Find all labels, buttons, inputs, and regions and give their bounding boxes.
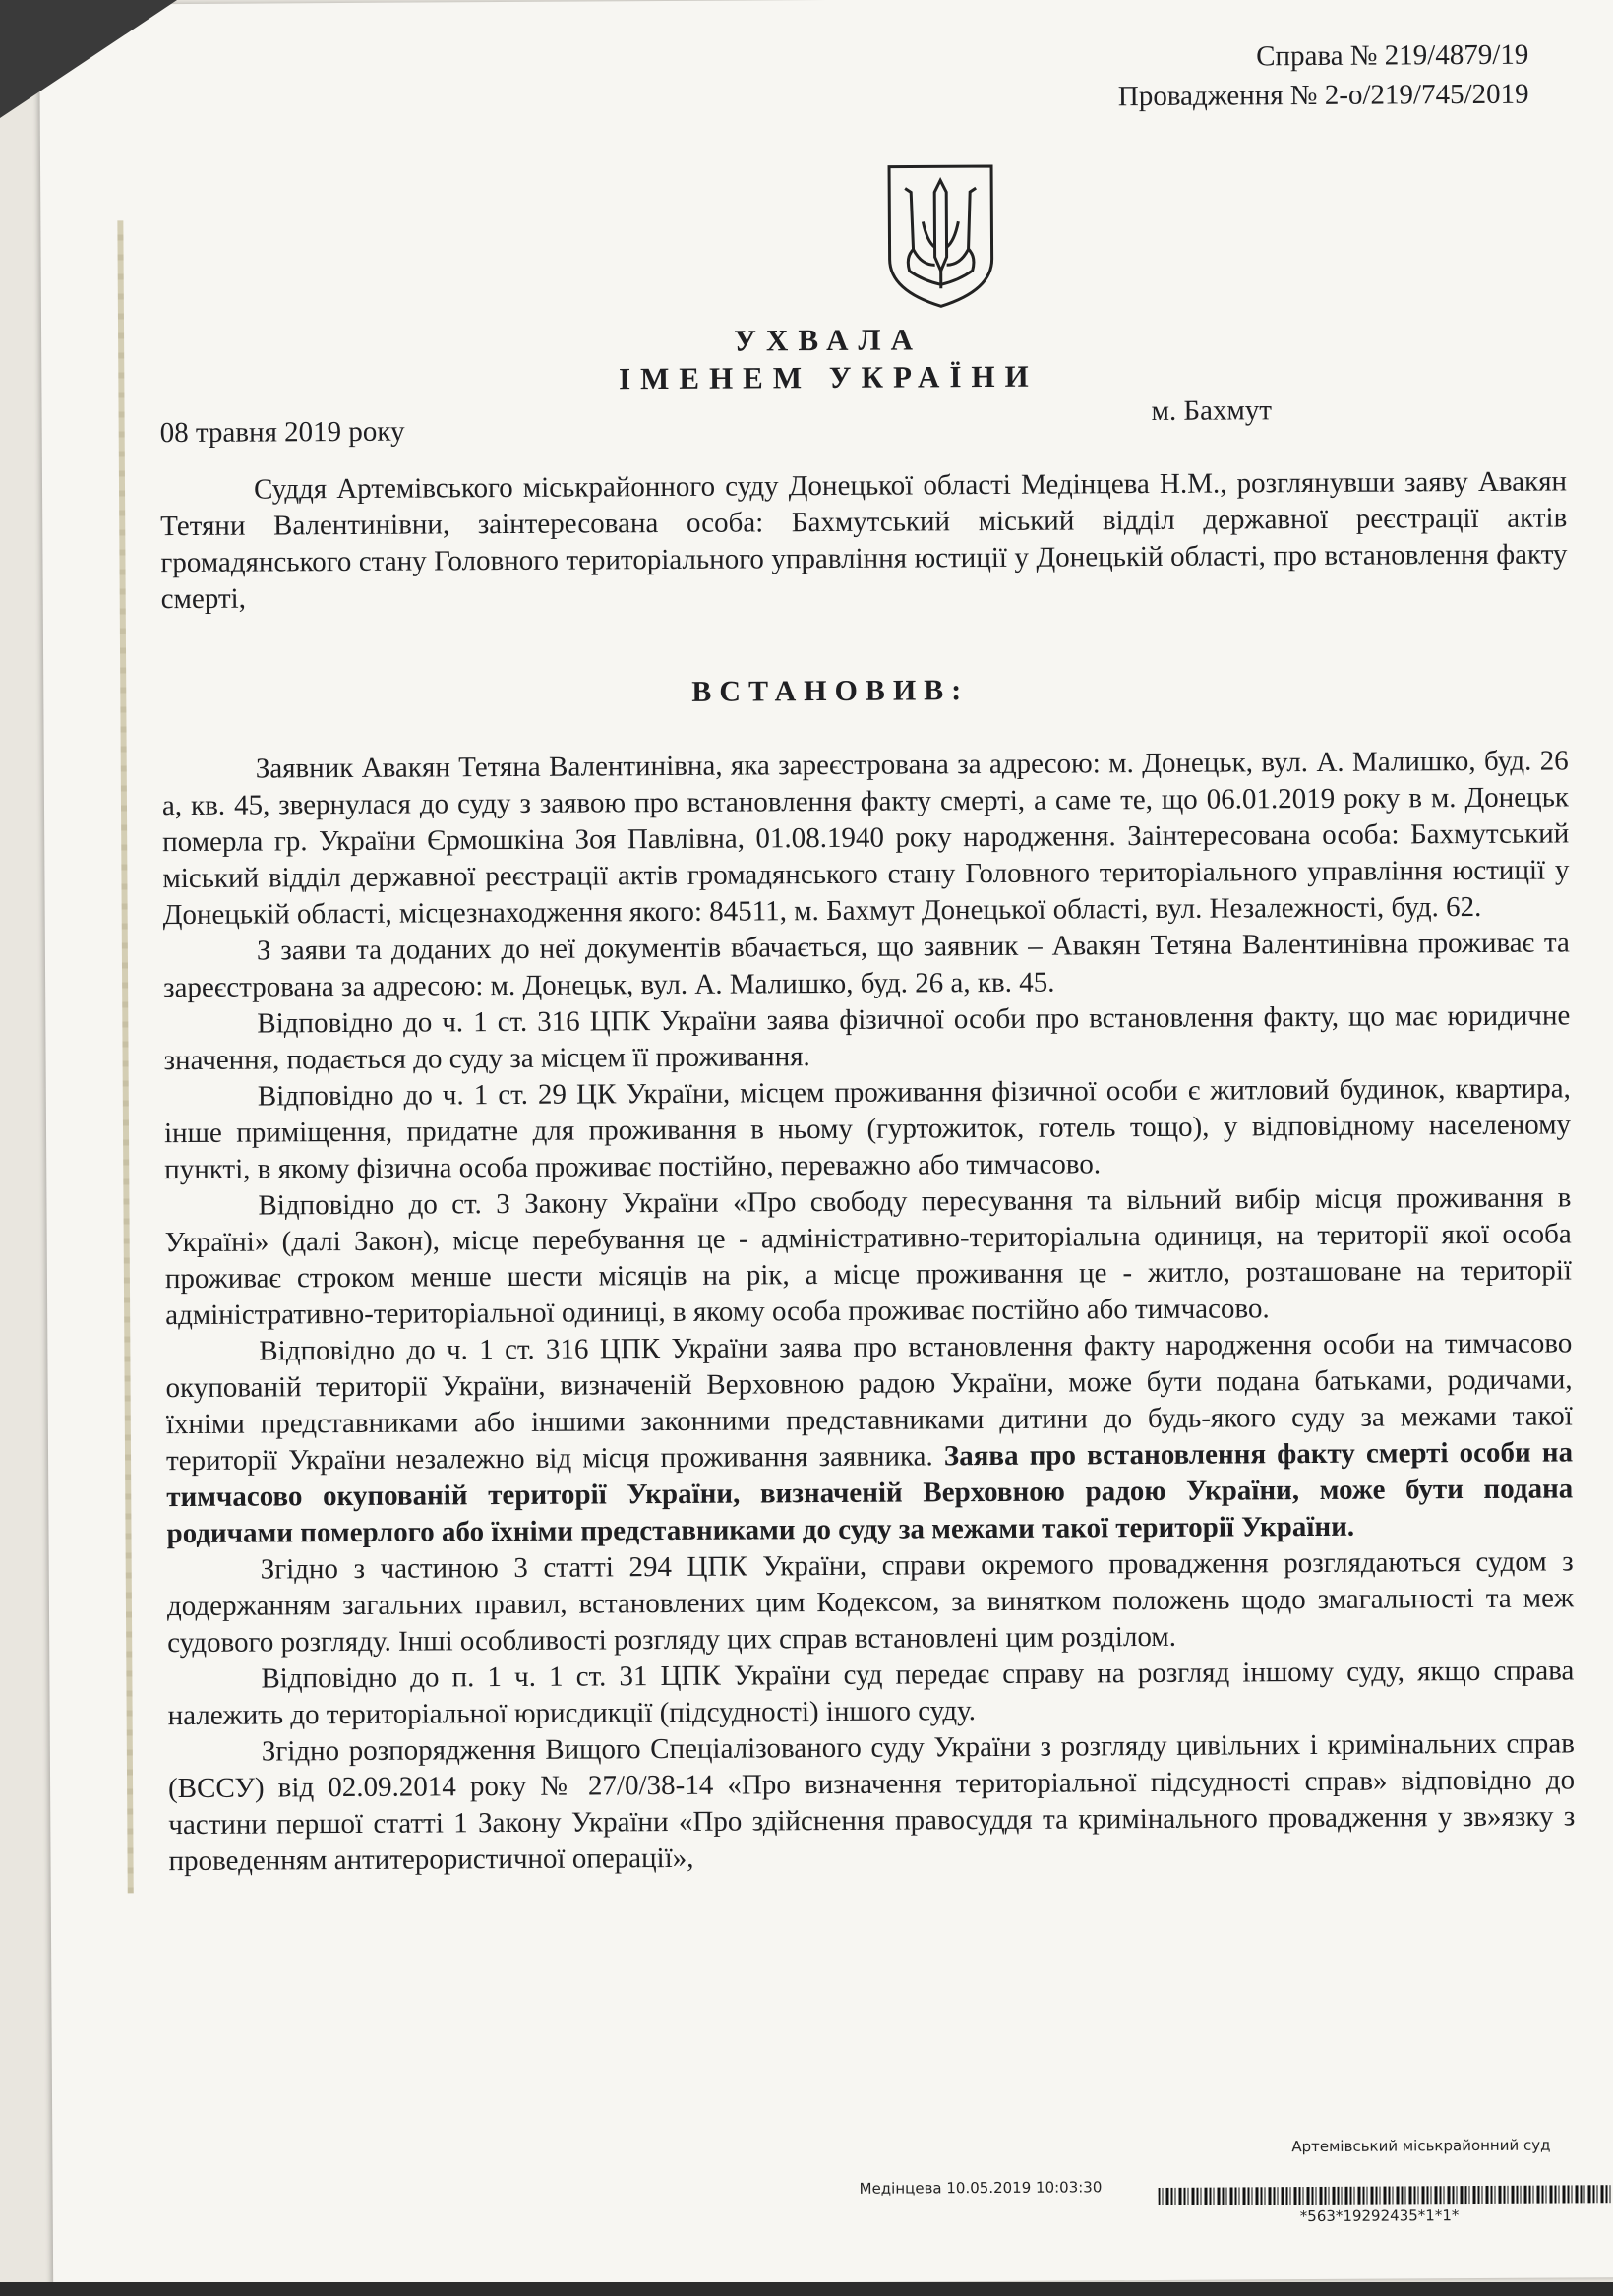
document-subtitle: ІМЕНЕМ УКРАЇНИ [618,358,1039,396]
scan-edge [0,2282,1613,2296]
document-page [39,0,1613,2287]
paragraph: З заяви та доданих до неї документів вбачається, що заявник – Авакян Тетяна Валентинівна проживає та зареєстрована за адресою: м. Донецьк, вул. А. Малишко, буд. 26 а, кв. 45. [163,927,1570,1004]
bold-emphasis: Заява про встановлення факту смерті особи на тимчасово окупованій території України, визначеній Верховною радою України, може бути подана родичами померлого або їхніми представниками до суду за межами такої території України. [166,1436,1574,1550]
court-stamp: Артемівський міськрайонний суд [1291,2136,1551,2156]
barcode [1159,2185,1613,2205]
intro-text: Суддя Артемівського міськрайонного суду Донецької області Медінцева Н.М., розглянувши заяву Авакян Тетяни Валентинівни, заінтересована особа: Бахмутський міський відділ державної реєстрації актів громадянського стану Головного територіального управління юстиції у Донецькій області, про встановлення факту смерті, [160,465,1568,616]
paragraph: Відповідно до ч. 1 ст. 316 ЦПК України заява фізичної особи про встановлення факту, що має юридичне значення, подається до суду за місцем її проживання. [163,999,1571,1077]
paragraph: Відповідно до п. 1 ч. 1 ст. 31 ЦПК України суд передає справу на розгляд іншому суду, якщо справа належить до територіальної юрисдикції (підсудності) іншого суду. [167,1655,1575,1732]
intro-paragraph [160,463,1568,618]
scan-corner-shadow [0,0,177,118]
paragraph: Відповідно до ч. 1 ст. 316 ЦПК України заява про встановлення факту народження особи на тимчасово окупованій території України, визначеній Верховною радою України, може бути подана батьками, родичами, їхніми представниками або іншими законними представниками дитини до будь-якого суду за межами такої території України незалежно від місця проживання заявника. Заява про встановлення факту смерті особи на тимчасово окупованій території України, визначеній Верховною радою України, може бути подана родичами померлого або їхніми представниками до суду за межами такої території України. [165,1327,1574,1550]
case-number: Справа № 219/4879/19 [1256,38,1529,73]
paragraph: Заявник Авакян Тетяна Валентинівна, яка зареєстрована за адресою: м. Донецьк, вул. А. Малишко, буд. 26 а, кв. 45, звернулася до суду з заявою про встановлення факту смерті, а саме те, що 06.01.2019 року в м. Донецьк померла гр. України Єрмошкіна Зоя Павлівна, 01.08.1940 року народження. Заінтересована особа: Бахмутський міський відділ державної реєстрації актів громадянського стану Головного територіального управління юстиції у Донецькій області, місцезнаходження якого: 84511, м. Бахмут Донецької області, вул. Незалежності, буд. 62. [161,745,1570,932]
document-city: м. Бахмут [1151,394,1273,427]
binding-strip [117,220,133,1893]
paragraph: Відповідно до ст. 3 Закону України «Про свободу пересування та вільний вибір місця проживання в Україні» (далі Закон), місце перебування це - адміністративно-територіальна одиниця, на території якої особа проживає строком менше шести місяців на рік, а місце проживання це - житло, розташоване на території адміністративно-територіальної одиниці, в якому особа проживає постійно або тимчасово. [164,1181,1573,1332]
barcode-number: *563*19292435*1*1* [1299,2206,1460,2226]
document-date: 08 травня 2019 року [159,415,405,450]
signature-stamp: Медінцева 10.05.2019 10:03:30 [859,2178,1103,2198]
paragraph: Відповідно до ч. 1 ст. 29 ЦК України, місцем проживання фізичної особи є житловий будинок, квартира, інше приміщення, придатне для проживання в ньому (гуртожиток, готель тощо), у відповідному населеному пункті, в якому фізична особа проживає постійно, переважно або тимчасово. [163,1072,1572,1186]
paragraph: Згідно розпорядження Вищого Спеціалізованого суду України з розгляду цивільних і кримінальних справ (ВССУ) від 02.09.2014 року № 27/0/38-14 «Про визначення територіальної підсудності справ» відповідно до частини першої статті 1 Закону України «Про здійснення правосуддя та кримінального провадження у зв»язку з проведенням антитерористичної операції», [167,1727,1576,1878]
document-title: УХВАЛА [734,322,924,358]
paragraph: Згідно з частиною 3 статті 294 ЦПК України, справи окремого провадження розглядаються судом з додержанням загальних правил, встановлених цим Кодексом, за винятком положень щодо змагальності та меж судового розгляду. Інші особливості розгляду цих справ встановлені цим розділом. [166,1545,1575,1660]
body-text [162,743,1576,1880]
section-heading: ВСТАНОВИВ: [691,674,970,708]
coat-of-arms-icon [883,162,998,311]
case-reference [1117,35,1528,117]
proceeding-number: Провадження № 2-о/219/745/2019 [1117,78,1529,113]
